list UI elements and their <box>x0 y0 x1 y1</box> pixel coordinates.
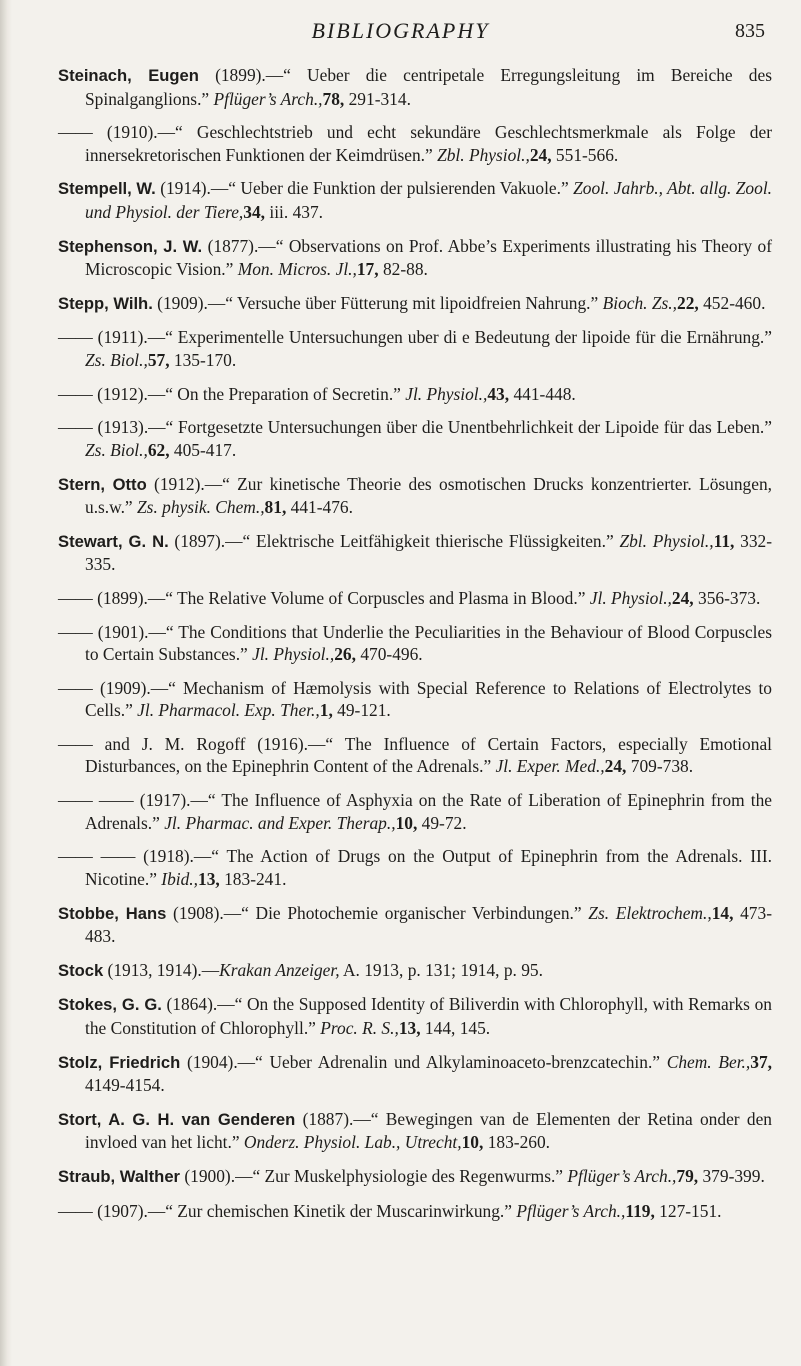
entry-pages: 441-476. <box>286 497 353 517</box>
entry-journal: Pflüger’s Arch., <box>567 1165 677 1186</box>
entry-author: Stokes, G. G. <box>58 995 162 1015</box>
entry-journal: Zs. Biol., <box>85 349 148 370</box>
entry-text: (1899).—“ Ueber die centripetale Erregungsleitung im Bereiche des Spinalganglions.” <box>85 65 772 109</box>
entry-volume: 13, <box>198 868 220 889</box>
entry-text: (1904).—“ Ueber Adrenalin und Alkylaminoaceto-brenzcatechin.” <box>180 1051 667 1072</box>
entry-volume: 24, <box>671 587 694 608</box>
bibliography-entry <box>58 1108 772 1154</box>
bibliography-entry <box>58 177 772 223</box>
entry-volume: 79, <box>676 1165 699 1186</box>
entry-volume: 78, <box>322 88 345 109</box>
entry-volume: 10, <box>461 1132 484 1153</box>
entry-pages: iii. 437. <box>265 201 324 222</box>
entry-journal: Jl. Pharmacol. Exp. Ther., <box>137 700 320 721</box>
entry-text: —— (1901).—“ The Conditions that Underlie the Peculiarities in the Behaviour of Blood Corpuscles to Certain Substances.” <box>58 621 772 665</box>
page-number: 835 <box>735 20 765 42</box>
bibliography-entry <box>58 1051 772 1097</box>
entry-text: (1912).—“ Zur kinetische Theorie des osmotischen Drucks konzentrierter. Lösungen, u.s.w.” <box>85 473 773 517</box>
entry-journal: Chem. Ber., <box>666 1051 751 1072</box>
entry-pages: 291-314. <box>344 88 411 109</box>
entry-journal: Mon. Micros. Jl., <box>237 259 357 280</box>
entry-volume: 57, <box>147 349 170 370</box>
bibliography-entry <box>58 621 772 666</box>
entry-author: Straub, Walther <box>58 1166 181 1186</box>
entry-journal: Jl. Exper. Med., <box>495 756 605 777</box>
entry-volume: 14, <box>711 902 734 923</box>
entry-volume: 24, <box>604 756 627 777</box>
entry-author: Stort, A. G. H. van Genderen <box>58 1109 296 1129</box>
bibliography-list <box>58 64 772 1233</box>
entry-volume: 37, <box>750 1051 772 1072</box>
entry-author: Stempell, W. <box>58 179 156 199</box>
entry-text: —— (1913).—“ Fortgesetzte Untersuchungen über die Unentbehrlichkeit der Lipoide für das Leben.” <box>58 417 772 438</box>
entry-author: Stern, Otto <box>58 474 147 494</box>
bibliography-entry <box>58 993 772 1039</box>
entry-volume: 81, <box>264 497 287 517</box>
entry-author: Stolz, Friedrich <box>58 1052 181 1072</box>
entry-pages: 441-448. <box>509 383 576 404</box>
entry-volume: 13, <box>398 1017 421 1038</box>
entry-author: Stock <box>58 960 104 980</box>
entry-pages: 127-151. <box>654 1200 722 1221</box>
bibliography-entry <box>58 326 772 371</box>
entry-volume: 119, <box>625 1200 655 1221</box>
bibliography-entry <box>58 235 772 281</box>
entry-journal: Krakan Anzeiger, <box>219 959 340 980</box>
running-title: BIBLIOGRAPHY <box>311 18 490 43</box>
entry-text: (1900).—“ Zur Muskelphysiologie des Regenwurms.” <box>180 1165 568 1186</box>
entry-text: (1897).—“ Elektrische Leitfähigkeit thierische Flüssigkeiten.” <box>168 530 620 551</box>
entry-journal: Zbl. Physiol., <box>619 530 714 551</box>
bibliography-entry <box>58 1200 772 1223</box>
entry-journal: Onderz. Physiol. Lab., Utrecht, <box>243 1132 462 1153</box>
bibliography-entry <box>58 1165 772 1189</box>
entry-pages: 452-460. <box>698 292 766 313</box>
entry-pages: 144, 145. <box>420 1017 491 1038</box>
entry-author: Stephenson, J. W. <box>58 236 203 256</box>
entry-volume: 34, <box>243 201 266 222</box>
entry-author: Steinach, Eugen <box>58 66 199 85</box>
entry-pages: 49-121. <box>332 700 391 721</box>
entry-volume: 24, <box>529 144 552 165</box>
bibliography-entry <box>58 677 772 722</box>
page-binding-edge <box>0 0 12 1366</box>
entry-pages: A. 1913, p. 131; 1914, p. 95. <box>339 959 543 980</box>
entry-text: (1914).—“ Ueber die Funktion der pulsierenden Vakuole.” <box>155 178 574 199</box>
entry-volume: 22, <box>677 292 699 313</box>
entry-pages: 405-417. <box>169 439 237 460</box>
entry-text: (1887).—“ Bewegingen van de Elementen der Retina onder den invloed van het licht.” <box>85 1108 772 1153</box>
entry-pages: 470-496. <box>355 644 423 665</box>
entry-text: (1909).—“ Versuche über Fütterung mit lipoidfreien Nahrung.” <box>152 292 603 313</box>
entry-journal: Bioch. Zs., <box>602 292 678 313</box>
entry-volume: 11, <box>713 530 735 551</box>
bibliography-entry <box>58 587 772 610</box>
entry-text: —— (1912).—“ On the Preparation of Secretin.” <box>58 383 406 404</box>
bibliography-entry <box>58 383 772 406</box>
entry-volume: 26, <box>334 644 356 665</box>
entry-pages: 473-483. <box>85 902 772 946</box>
entry-text: —— (1907).—“ Zur chemischen Kinetik der Muscarinwirkung.” <box>58 1200 517 1221</box>
entry-text: —— (1909).—“ Mechanism of Hæmolysis with Special Reference to Relations of Electrolytes to Cells.” <box>58 677 772 721</box>
entry-text: —— and J. M. Rogoff (1916).—“ The Influence of Certain Factors, especially Emotional Disturbances, on the Epinephrin Content of the Adrenals.” <box>58 733 772 777</box>
entry-journal: Pflüger’s Arch., <box>516 1200 626 1221</box>
entry-journal: Jl. Pharmac. and Exper. Therap., <box>164 812 396 833</box>
entry-author: Stobbe, Hans <box>58 903 167 923</box>
entry-journal: Ibid., <box>161 868 199 889</box>
bibliography-entry <box>58 733 772 778</box>
entry-pages: 183-241. <box>219 868 287 889</box>
entry-author: Stepp, Wilh. <box>58 293 153 313</box>
entry-pages: 356-373. <box>693 587 761 608</box>
entry-text: —— —— (1918).—“ The Action of Drugs on the Output of Epinephrin from the Adrenals. III. Nicotine.” <box>58 846 772 889</box>
entry-journal: Pflüger’s Arch., <box>213 88 323 109</box>
entry-text: (1877).—“ Observations on Prof. Abbe’s Experiments illustrating his Theory of Microscopic Vision.” <box>85 235 772 280</box>
entry-journal: Zool. Jahrb., Abt. allg. Zool. und Physiol. der Tiere, <box>85 178 772 222</box>
entry-text: (1913, 1914).— <box>103 959 220 980</box>
bibliography-entry <box>58 416 772 461</box>
entry-volume: 43, <box>487 383 510 404</box>
entry-pages: 183-260. <box>483 1132 551 1153</box>
entry-pages: 4149-4154. <box>85 1075 165 1096</box>
entry-journal: Jl. Physiol., <box>405 383 488 404</box>
bibliography-entry <box>58 121 772 166</box>
entry-pages: 379-399. <box>698 1165 765 1186</box>
entry-text: —— —— (1917).—“ The Influence of Asphyxia on the Rate of Liberation of Epinephrin from the Adrenals.” <box>58 790 772 833</box>
entry-journal: Jl. Physiol., <box>589 587 672 608</box>
bibliography-entry <box>58 292 772 316</box>
bibliography-entry <box>58 845 772 890</box>
entry-journal: Zs. Elektrochem., <box>588 902 712 923</box>
page-header <box>0 14 801 54</box>
bibliography-entry <box>58 959 772 983</box>
entry-journal: Zbl. Physiol., <box>437 144 530 165</box>
bibliography-entry <box>58 530 772 576</box>
entry-text: —— (1910).—“ Geschlechtstrieb und echt sekundäre Geschlechtsmerkmale als Folge der innersekretorischen Funktionen der Keimdrüsen.” <box>58 122 772 165</box>
entry-journal: Proc. R. S., <box>320 1017 399 1038</box>
entry-text: —— (1899).—“ The Relative Volume of Corpuscles and Plasma in Blood.” <box>58 587 590 608</box>
entry-text: —— (1911).—“ Experimentelle Untersuchungen uber di e Bedeutung der lipoide für die Ernährung.” <box>58 327 772 348</box>
entry-volume: 17, <box>356 259 379 280</box>
entry-pages: 332-335. <box>85 530 772 575</box>
entry-volume: 1, <box>319 700 333 721</box>
entry-volume: 62, <box>147 439 170 460</box>
entry-author: Stewart, G. N. <box>58 531 169 551</box>
entry-pages: 709-738. <box>626 756 694 777</box>
entry-pages: 551-566. <box>551 144 619 165</box>
bibliography-entry <box>58 64 772 110</box>
entry-text: (1908).—“ Die Photochemie organischer Verbindungen.” <box>166 902 589 923</box>
entry-journal: Zs. physik. Chem., <box>137 497 265 517</box>
entry-pages: 82-88. <box>378 259 428 280</box>
entry-volume: 10, <box>395 812 418 833</box>
bibliography-entry <box>58 473 772 519</box>
entry-text: (1864).—“ On the Supposed Identity of Biliverdin with Chlorophyll, with Remarks on the Constitution of Chlorophyll.” <box>85 994 772 1038</box>
bibliography-entry <box>58 902 772 948</box>
entry-pages: 135-170. <box>169 349 237 370</box>
entry-journal: Jl. Physiol., <box>252 644 335 665</box>
entry-journal: Zs. Biol., <box>85 439 148 460</box>
bibliography-entry <box>58 789 772 834</box>
entry-pages: 49-72. <box>417 812 467 833</box>
